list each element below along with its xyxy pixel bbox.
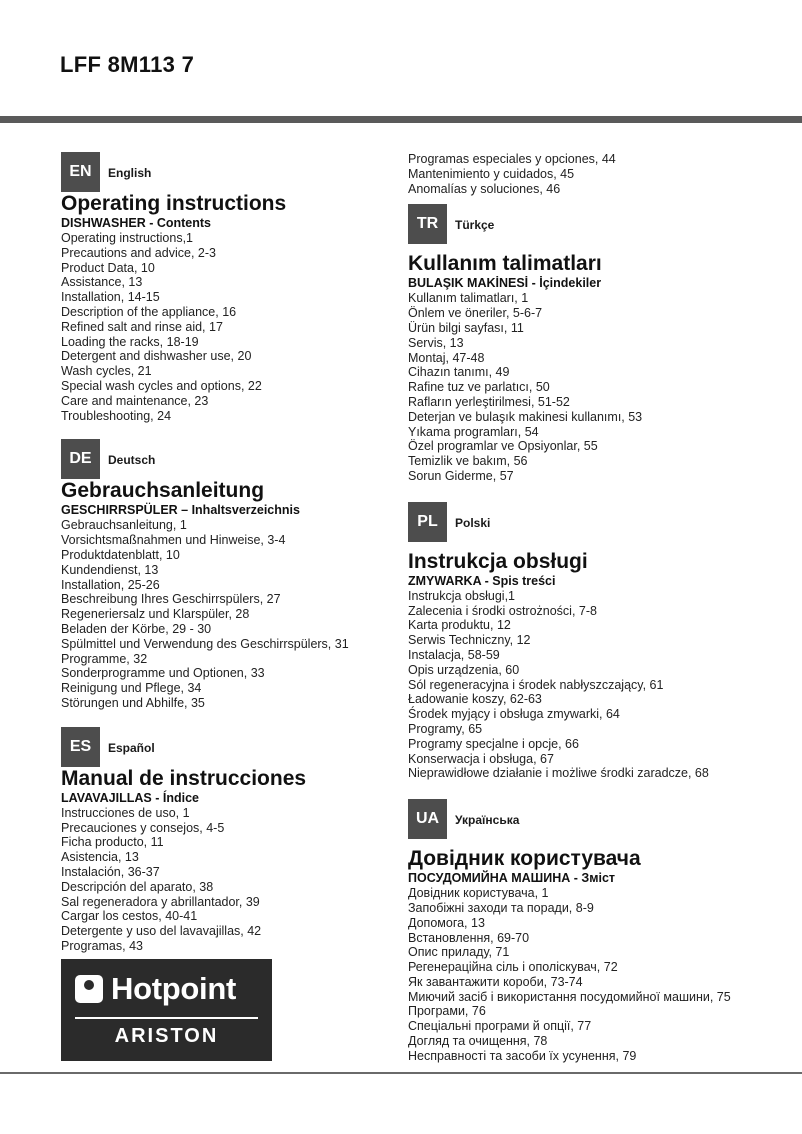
- language-badge: ES: [61, 727, 100, 767]
- contents-item: Програми, 76: [408, 1004, 486, 1019]
- contents-item: Refined salt and rinse aid, 17: [61, 319, 223, 334]
- contents-item: Догляд та очищення, 78: [408, 1034, 548, 1049]
- contents-item: Special wash cycles and options, 22: [61, 378, 262, 393]
- contents-item: Assistance, 13: [61, 275, 143, 290]
- contents-item: Mantenimiento y cuidados, 45: [408, 166, 575, 181]
- contents-item: Konserwacja i obsługa, 67: [408, 751, 554, 766]
- language-name: Türkçe: [455, 218, 495, 233]
- contents-list: [408, 886, 778, 1064]
- language-name: English: [108, 166, 152, 180]
- contents-item: Sorun Giderme, 57: [408, 468, 514, 483]
- left-column: [61, 152, 431, 954]
- contents-item: Spülmittel und Verwendung des Geschirrspülers, 31: [61, 636, 349, 651]
- contents-item: Precautions and advice, 2-3: [61, 245, 216, 260]
- section-title: Instrukcja obsługi: [408, 549, 588, 573]
- contents-item: Troubleshooting, 24: [61, 408, 172, 423]
- contents-item: Опис приладу, 71: [408, 945, 510, 960]
- contents-item: Ficha producto, 11: [61, 835, 164, 850]
- language-name: Українська: [455, 813, 520, 828]
- contents-list: [408, 291, 778, 483]
- language-badge: DE: [61, 439, 100, 479]
- contents-item: Asistencia, 13: [61, 850, 139, 865]
- contents-list: [61, 518, 431, 710]
- contents-item: Care and maintenance, 23: [61, 393, 209, 408]
- contents-item: Kullanım talimatları, 1: [408, 291, 529, 306]
- hotpoint-ariston-logo: [61, 959, 272, 1061]
- contents-item: Detergente y uso del lavavajillas, 42: [61, 924, 262, 939]
- logo-sub-brand: ARISTON: [114, 1025, 219, 1047]
- contents-item: Temizlik ve bakım, 56: [408, 454, 528, 469]
- contents-item: Zalecenia i środki ostrożności, 7-8: [408, 603, 597, 618]
- contents-item: Störungen und Abhilfe, 35: [61, 695, 205, 710]
- right-column: [408, 152, 778, 1064]
- contents-item: Yıkama programları, 54: [408, 424, 539, 439]
- section-title: Gebrauchsanleitung: [61, 479, 265, 503]
- language-header: [408, 204, 778, 244]
- contents-item: Servis, 13: [408, 335, 464, 350]
- section-title: Operating instructions: [61, 192, 287, 215]
- contents-item: Product Data, 10: [61, 260, 155, 275]
- language-badge: PL: [408, 502, 447, 542]
- section-subtitle: ZMYWARKA - Spis treści: [408, 573, 556, 588]
- section-subtitle: ПОСУДОМИЙНА МАШИНА - Зміст: [408, 871, 616, 886]
- contents-item: Description of the appliance, 16: [61, 304, 237, 319]
- contents-item: Programme, 32: [61, 651, 148, 666]
- contents-item: Anomalías y soluciones, 46: [408, 181, 561, 196]
- contents-item: Programas, 43: [61, 938, 143, 953]
- section-subtitle: GESCHIRRSPÜLER – Inhaltsverzeichnis: [61, 503, 300, 518]
- section-tr: [408, 204, 778, 483]
- contents-item: Loading the racks, 18-19: [61, 334, 199, 349]
- model-number: LFF 8M113 7: [60, 52, 195, 77]
- contents-list: [61, 231, 431, 423]
- contents-item: Instalación, 36-37: [61, 864, 160, 879]
- contents-item: Встановлення, 69-70: [408, 930, 530, 945]
- contents-item: Sól regeneracyjna i środek nabłyszczający, 61: [408, 677, 664, 692]
- contents-item: Ładowanie koszy, 62-63: [408, 692, 542, 707]
- section-subtitle: LAVAVAJILLAS - Índice: [61, 790, 199, 805]
- contents-item: Vorsichtsmaßnahmen und Hinweise, 3-4: [61, 533, 286, 548]
- contents-item: Як завантажити короби, 73-74: [408, 974, 583, 989]
- contents-item: Produktdatenblatt, 10: [61, 547, 180, 562]
- contents-item: Regeneriersalz und Klarspüler, 28: [61, 607, 250, 622]
- contents-item: Önlem ve öneriler, 5-6-7: [408, 306, 543, 321]
- contents-list: [408, 589, 778, 781]
- language-badge: EN: [61, 152, 100, 192]
- contents-item: Instalacja, 58-59: [408, 647, 500, 662]
- contents-item: Rafların yerleştirilmesi, 51-52: [408, 394, 570, 409]
- contents-item: Özel programlar ve Opsiyonlar, 55: [408, 439, 598, 454]
- section-en: [61, 152, 431, 423]
- contents-list: [61, 806, 431, 954]
- contents-item: Ürün bilgi sayfası, 11: [408, 320, 524, 335]
- contents-item: Несправності та засоби їх усунення, 79: [408, 1048, 637, 1063]
- contents-item: Karta produktu, 12: [408, 618, 511, 633]
- contents-item: Reinigung und Pflege, 34: [61, 681, 202, 696]
- language-badge: UA: [408, 799, 447, 839]
- contents-item: Beschreibung Ihres Geschirrspülers, 27: [61, 592, 281, 607]
- contents-item: Deterjan ve bulaşık makinesi kullanımı, 53: [408, 409, 643, 424]
- contents-item: Спеціальні програми й опції, 77: [408, 1019, 592, 1034]
- contents-item: Programy, 65: [408, 721, 483, 736]
- contents-item: Descripción del aparato, 38: [61, 879, 214, 894]
- contents-item: Instrukcja obsługi,1: [408, 588, 516, 603]
- contents-item: Installation, 14-15: [61, 290, 160, 305]
- contents-item: Довідник користувача, 1: [408, 886, 549, 901]
- contents-item: Rafine tuz ve parlatıcı, 50: [408, 380, 550, 395]
- contents-item: Sal regeneradora y abrillantador, 39: [61, 894, 260, 909]
- contents-item: Kundendienst, 13: [61, 562, 159, 577]
- contents-item: Instrucciones de uso, 1: [61, 805, 190, 820]
- contents-item: Programy specjalne i opcje, 66: [408, 736, 579, 751]
- language-header: [61, 439, 431, 479]
- section-es: [61, 727, 431, 954]
- contents-item: Precauciones y consejos, 4-5: [61, 820, 225, 835]
- contents-item: Nieprawidłowe działanie i możliwe środki zaradcze, 68: [408, 766, 709, 781]
- section-ua: [408, 799, 778, 1064]
- footer-divider: [0, 1072, 802, 1074]
- section-de: [61, 439, 431, 710]
- logo-divider: [75, 1017, 258, 1019]
- language-name: Español: [108, 740, 155, 755]
- language-header: [61, 727, 431, 767]
- contents-item: Opis urządzenia, 60: [408, 662, 520, 677]
- language-header: [408, 799, 778, 839]
- contents-item: Cihazın tanımı, 49: [408, 365, 510, 380]
- section-pl: [408, 502, 778, 781]
- section-title: Kullanım talimatları: [408, 252, 602, 276]
- section-title: Manual de instrucciones: [61, 766, 307, 790]
- es-continued-list: [408, 152, 778, 196]
- section-subtitle: BULAŞIK MAKİNESİ - İçindekiler: [408, 276, 602, 291]
- contents-item: Регенераційна сіль і ополіскувач, 72: [408, 960, 618, 975]
- header-divider: [0, 116, 802, 123]
- contents-item: Operating instructions,1: [61, 231, 194, 245]
- section-subtitle: DISHWASHER - Contents: [61, 216, 211, 230]
- language-badge: TR: [408, 204, 447, 244]
- hotpoint-mark-icon: [75, 975, 103, 1003]
- logo-brand: Hotpoint: [111, 971, 236, 1006]
- contents-item: Cargar los cestos, 40-41: [61, 909, 198, 924]
- contents-item: Serwis Techniczny, 12: [408, 633, 531, 648]
- contents-item: Миючий засіб і використання посудомийної машини, 75: [408, 989, 731, 1004]
- contents-item: Sonderprogramme und Optionen, 33: [61, 666, 265, 681]
- contents-item: Montaj, 47-48: [408, 350, 485, 365]
- contents-item: Programas especiales y opciones, 44: [408, 152, 616, 166]
- language-header: [61, 152, 431, 192]
- contents-item: Запобіжні заходи та поради, 8-9: [408, 900, 594, 915]
- contents-item: Installation, 25-26: [61, 577, 160, 592]
- contents-item: Detergent and dishwasher use, 20: [61, 349, 252, 364]
- contents-item: Środek myjący i obsługa zmywarki, 64: [408, 707, 620, 722]
- contents-item: Beladen der Körbe, 29 - 30: [61, 621, 212, 636]
- language-name: Polski: [455, 515, 491, 530]
- contents-item: Gebrauchsanleitung, 1: [61, 518, 187, 533]
- contents-item: Допомога, 13: [408, 915, 485, 930]
- language-header: [408, 502, 778, 542]
- contents-item: Wash cycles, 21: [61, 364, 152, 379]
- language-name: Deutsch: [108, 453, 156, 468]
- section-title: Довідник користувача: [408, 847, 641, 871]
